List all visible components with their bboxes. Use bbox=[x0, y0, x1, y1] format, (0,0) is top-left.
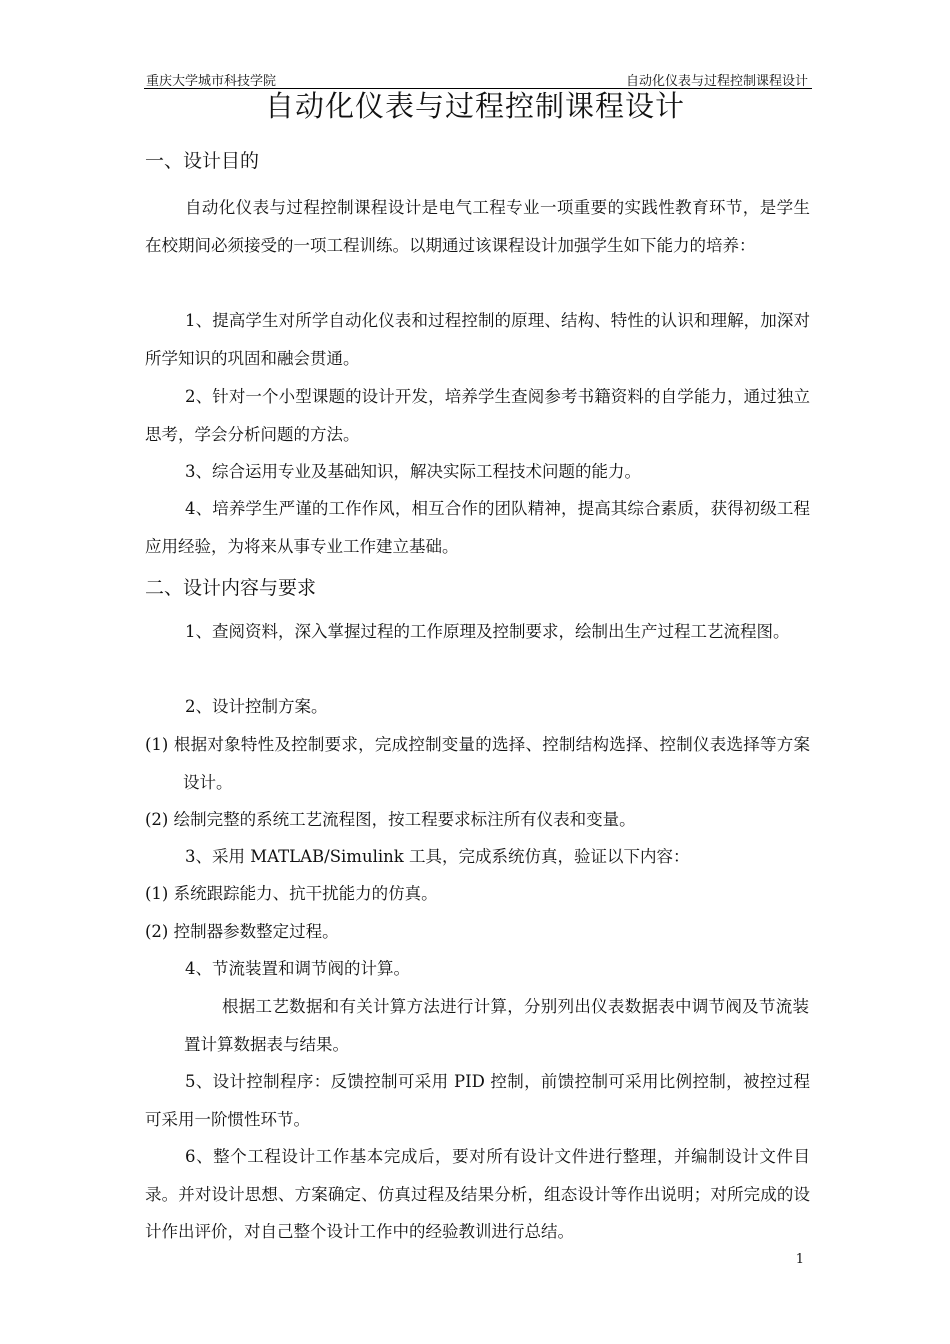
page-number: 1 bbox=[795, 1252, 804, 1267]
content-item-5: 5、设计控制程序：反馈控制可采用 PID 控制，前馈控制可采用比例控制，被控过程可采用一阶惯性环节。 bbox=[145, 1072, 810, 1129]
content-item-3-sub-2: (2) 控制器参数整定过程。 bbox=[145, 922, 339, 941]
page-header-right: 自动化仪表与过程控制课程设计 bbox=[625, 74, 808, 89]
content-item-4: 4、节流装置和调节阀的计算。 bbox=[185, 959, 410, 978]
content-item-2-sub-2: (2) 绘制完整的系统工艺流程图，按工程要求标注所有仪表和变量。 bbox=[145, 810, 636, 829]
content-item-2-sub-1: (1) 根据对象特性及控制要求，完成控制变量的选择、控制结构选择、控制仪表选择等方案设计。 bbox=[145, 735, 810, 792]
purpose-intro: 自动化仪表与过程控制课程设计是电气工程专业一项重要的实践性教育环节，是学生在校期间必须接受的一项工程训练。以期通过该课程设计加强学生如下能力的培养： bbox=[145, 198, 810, 255]
purpose-item-4: 4、培养学生严谨的工作作风，相互合作的团队精神，提高其综合素质，获得初级工程应用经验，为将来从事专业工作建立基础。 bbox=[145, 499, 810, 556]
document-title: 自动化仪表与过程控制课程设计 bbox=[264, 89, 685, 123]
section-heading-content: 二、设计内容与要求 bbox=[145, 577, 317, 599]
purpose-item-1: 1、提高学生对所学自动化仪表和过程控制的原理、结构、特性的认识和理解，加深对所学知识的巩固和融会贯通。 bbox=[145, 311, 810, 368]
content-item-1: 1、查阅资料，深入掌握过程的工作原理及控制要求，绘制出生产过程工艺流程图。 bbox=[185, 622, 790, 641]
page-header-left: 重庆大学城市科技学院 bbox=[146, 74, 277, 89]
content-item-6: 6、整个工程设计工作基本完成后，要对所有设计文件进行整理，并编制设计文件目录。并对设计思想、方案确定、仿真过程及结果分析，组态设计等作出说明；对所完成的设计作出评价，对自己整个设计工作中的经验教训进行总结。 bbox=[145, 1147, 810, 1241]
content-item-4-detail: 根据工艺数据和有关计算方法进行计算，分别列出仪表数据表中调节阀及节流装置计算数据表与结果。 bbox=[184, 997, 809, 1054]
purpose-item-2: 2、针对一个小型课题的设计开发，培养学生查阅参考书籍资料的自学能力，通过独立思考，学会分析问题的方法。 bbox=[145, 387, 810, 444]
purpose-item-3: 3、综合运用专业及基础知识，解决实际工程技术问题的能力。 bbox=[185, 462, 641, 481]
content-item-3: 3、采用 MATLAB/Simulink 工具，完成系统仿真，验证以下内容： bbox=[185, 847, 690, 866]
content-item-3-sub-1: (1) 系统跟踪能力、抗干扰能力的仿真。 bbox=[145, 884, 438, 903]
section-heading-purpose: 一、设计目的 bbox=[145, 150, 260, 172]
content-item-2: 2、设计控制方案。 bbox=[185, 697, 328, 716]
